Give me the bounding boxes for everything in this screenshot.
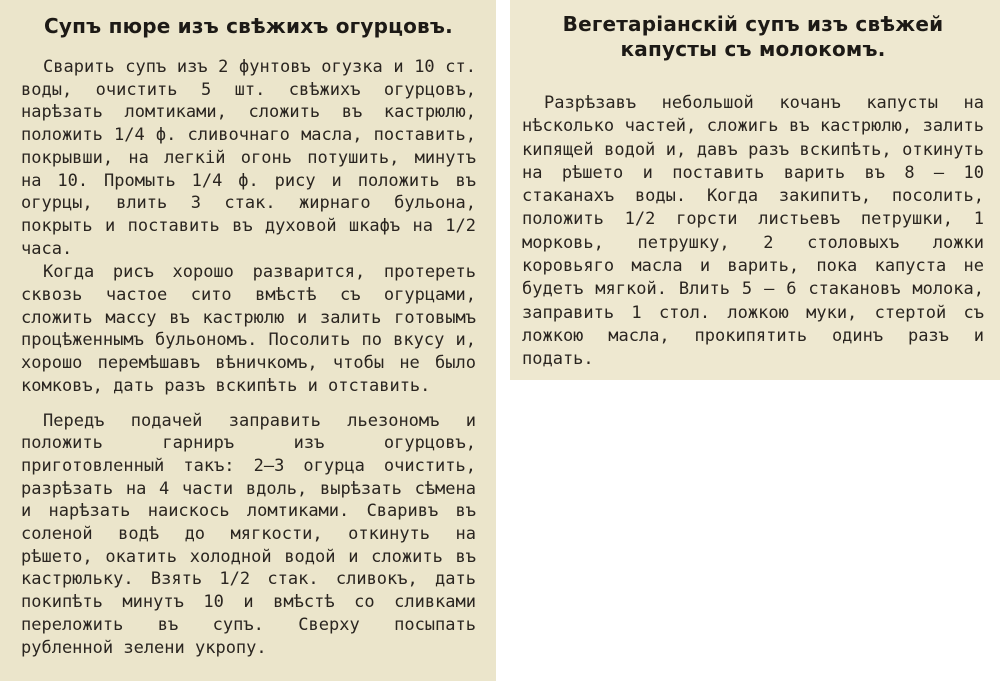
recipe-title: Супъ пюре изъ свѣжихъ огурцовъ.	[44, 14, 453, 38]
recipe-title: Вегетаріанскій супъ изъ свѣжей капусты съ молокомъ.	[562, 12, 944, 61]
recipe-paragraph: Когда рисъ хорошо разварится, протереть сквозь частое сито вмѣстѣ съ огурцами, сложить массу въ кастрюлю и залить готовымъ процѣженнымъ бульономъ. Посолить по вкусу и, хорошо перемѣшавъ вѣничкомъ, чтобы не было комковъ, дать разъ вскипѣть и отставить.	[21, 262, 476, 396]
recipe-clipping-cucumber-soup	[0, 0, 496, 681]
recipe-paragraph: Сварить супъ изъ 2 фунтовъ огузка и 10 ст. воды, очистить 5 шт. свѣжихъ огурцовъ, нарѣзать ломтиками, сложить въ кастрюлю, положить 1/4 ф. сливочнаго масла, поставить, покрывши, на легкій огонь потушить, минутъ на 10. Промыть 1/4 ф. рису и положить въ огурцы, влить 3 стак. жирнаго бульона, покрыть и поставить въ духовой шкафъ на 1/2 часа.	[21, 57, 476, 259]
recipe-paragraph: Разрѣзавъ небольшой кочанъ капусты на нѣсколько частей, сложигь въ кастрюлю, залить кипящей водой и, давъ разъ вскипѣть, откинуть на рѣшето и поставить варить въ 8 — 10 стаканахъ воды. Когда закипитъ, посолить, положить 1/2 горсти листьевъ петрушки, 1 морковь, петрушку, 2 столовыхъ ложки коровьяго масла и варить, пока капуста не будетъ мягкой. Влить 5 — 6 стакановъ молока, заправить 1 стол. ложкою муки, стертой съ ложкою масла, прокипятить одинъ разъ и подать.	[522, 93, 984, 370]
recipe-paragraph: Передъ подачей заправить льезономъ и положить гарниръ изъ огурцовъ, приготовленный такъ: 2—3 огурца очистить, разрѣзать на 4 части вдоль, вырѣзать сѣмена и нарѣзать наискось ломтиками. Сваривъ въ соленой водѣ до мягкости, откинуть на рѣшето, окатить холодной водой и сложить въ кастрюльку. Взять 1/2 стак. сливокъ, дать покипѣть минутъ 10 и вмѣстѣ со сливками переложить въ супъ. Сверху посыпать рубленной зелени укропу.	[21, 410, 476, 658]
recipe-clipping-cabbage-soup	[510, 0, 1000, 380]
